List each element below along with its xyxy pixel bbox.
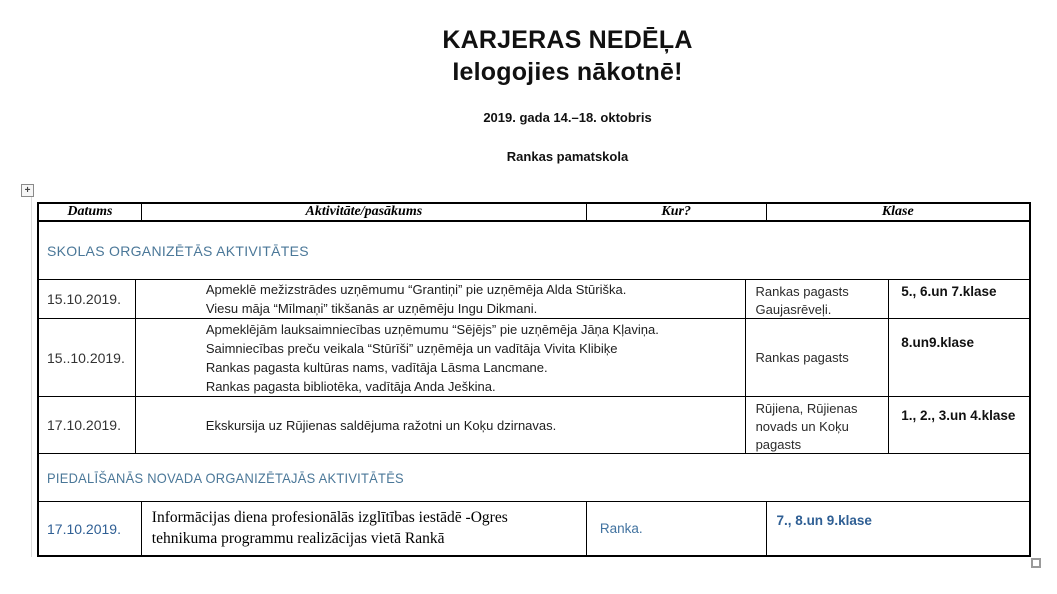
- cell-activity-3[interactable]: Ekskursija uz Rūjienas saldējuma ražotni un Koķu dzirnavas.: [136, 397, 746, 453]
- header-aktivitate[interactable]: Aktivitāte/pasākums: [142, 204, 587, 220]
- table-header-row: [39, 204, 1029, 222]
- section-heading-2[interactable]: [39, 454, 1029, 501]
- bullet-item: Apmeklē mežizstrādes uzņēmumu “Grantiņi” pie uzņēmēja Alda Stūriška.: [205, 282, 627, 297]
- table-row-4: [39, 502, 1029, 555]
- cell-datums-1[interactable]: 15.10.2019.: [39, 280, 136, 318]
- bullet-item: Viesu māja “Mīlmaņi” tikšanās ar uzņēmēju Ingu Dikmani.: [205, 300, 538, 316]
- table-row-1: [39, 280, 1029, 319]
- table-row-3: [39, 397, 1029, 454]
- cell-klase-3[interactable]: 1., 2., 3.un 4.klase: [901, 408, 1016, 423]
- header-klase[interactable]: Klase: [881, 204, 914, 219]
- doc-school-name[interactable]: Rankas pamatskola: [506, 149, 629, 164]
- section-row-skolas: [39, 222, 1029, 280]
- cell-klase-1[interactable]: 5., 6.un 7.klase: [901, 284, 997, 299]
- cell-klase-2[interactable]: 8.un9.klase: [901, 335, 975, 350]
- bullet-item: Rankas pagasta bibliotēka, vadītāja Anda Ješkina.: [205, 379, 496, 394]
- section-heading-1-label: SKOLAS ORGANIZĒTĀS AKTIVITĀTES: [47, 242, 309, 259]
- bullet-item: Saimniecības preču veikala “Stūrīši” uzņēmēja un vadītāja Vivita Klibiķe: [205, 341, 618, 356]
- cell-kur-4[interactable]: Ranka.: [587, 502, 767, 555]
- doc-title-line2[interactable]: Ielogojies nākotnē!: [452, 58, 683, 86]
- cell-activity-1[interactable]: [136, 280, 746, 318]
- cell-datums-4[interactable]: 17.10.2019.: [39, 502, 142, 555]
- section-heading-2-label: PIEDALĪŠANĀS NOVADA ORGANIZĒTAJĀS AKTIVITĀTĒS: [47, 469, 404, 486]
- table-resize-handle[interactable]: [1031, 558, 1041, 568]
- cell-kur-1[interactable]: Rankas pagasts Gaujasrēveļi.: [746, 280, 890, 318]
- cell-activity-4[interactable]: Informācijas diena profesionālās izglītības iestādē -Ogres tehnikuma programmu realizācijas vietā Rankā: [142, 502, 587, 555]
- table-move-handle[interactable]: [21, 184, 34, 197]
- bullet-item: Apmeklējām lauksaimniecības uzņēmumu “Sējējs” pie uzņēmēja Jāņa Kļaviņa.: [205, 322, 659, 337]
- table-row-2: [39, 319, 1029, 397]
- text-boundary-line: [31, 196, 32, 557]
- cell-datums-2[interactable]: 15..10.2019.: [39, 319, 136, 396]
- cell-datums-3[interactable]: 17.10.2019.: [39, 397, 136, 453]
- section-heading-1[interactable]: [39, 222, 1029, 279]
- move-cross-icon: +: [24, 184, 31, 196]
- doc-title-line1[interactable]: KARJERAS NEDĒĻA: [442, 26, 693, 54]
- schedule-table: [37, 202, 1031, 557]
- section-row-piedalisanas: [39, 454, 1029, 502]
- header-datums[interactable]: Datums: [39, 204, 142, 220]
- cell-activity-2[interactable]: [136, 319, 746, 396]
- cell-kur-3[interactable]: Rūjiena, Rūjienas novads un Koķu pagasts: [746, 397, 890, 453]
- doc-date-range[interactable]: 2019. gada 14.–18. oktobris: [483, 110, 652, 125]
- bullet-item: Rankas pagasta kultūras nams, vadītāja Lāsma Lancmane.: [205, 360, 548, 375]
- cell-kur-2[interactable]: Rankas pagasts: [746, 319, 890, 396]
- cell-klase-4[interactable]: 7., 8.un 9.klase: [776, 513, 872, 528]
- header-kur[interactable]: Kur?: [587, 204, 767, 220]
